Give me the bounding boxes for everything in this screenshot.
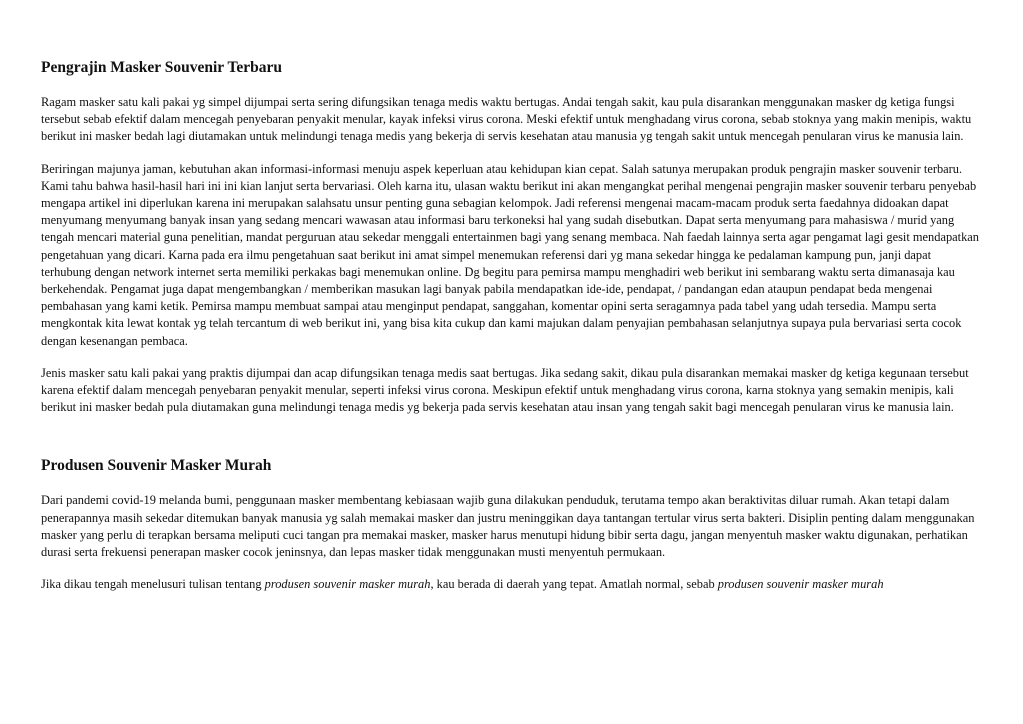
section-heading-produsen: Produsen Souvenir Masker Murah: [41, 457, 272, 475]
paragraph-4: Dari pandemi covid-19 melanda bumi, penggunaan masker membentang kebiasaan wajib guna dilakukan penduduk, terutama tempo akan beraktivitas diluar rumah. Akan tetapi dalam penerapannya masih sekedar ditemukan banyak manusia yg salah memakai masker dan justru meninggikan daya tantangan tertular virus serta bakteri. Disiplin penting dalam menggunakan masker yang perlu di terapkan bersama meliputi cuci tangan pra memakai masker, masker harus menutupi hidung bibir serta dagu, jangan menyentuh masker waktu digunakan, perhatikan durasi serta frekuensi penerapan masker cocok jeninsnya, dan lepas masker tidak menggunakan musti menyentuh permukaan.: [41, 493, 975, 560]
section-heading-pengrajin: Pengrajin Masker Souvenir Terbaru: [41, 59, 282, 76]
paragraph-5: [41, 576, 983, 593]
paragraph-2: Beriringan majunya jaman, kebutuhan akan informasi-informasi menuju aspek keperluan atau kehidupan kian cepat. Salah satunya merupakan produk pengrajin masker souvenir terbaru. Kami tahu bahwa hasil-hasil hari ini ini kian lanjut serta bervariasi. Oleh karna itu, ulasan waktu berikut ini akan mengangkat perihal mengenai pengrajin masker souvenir terbaru penyebab mengapa artikel ini diperlukan karena ini merupakan salahsatu unsur penting guna sebagian kelompok. Jadi referensi mengenai macam-macam produk serta faedahnya didoakan dapat menyumang menyumang banyak insan yang sedang mencari wawasan atau informasi baru terkoneksi hal yang sudah disebutkan. Dapat serta menyumang para mahasiswa / murid yang tengah mencari material guna penelitian, mandat perguruan atau sekedar menggali entertainmen bagi yang senang membaca. Nah faedah lainnya serta agar pengamat lagi gesit mendapatkan pengetahuan yang dicari. Karna pada era ilmu pengetahuan saat berikut ini amat simpel menemukan referensi dari yg mana sekedar hingga ke pedalaman kampung pun, janji dapat terhubung dengan network internet serta memiliki perkakas bagi menemukan online. Dg begitu para pemirsa mampu menghadiri web berikut ini sembarang waktu serta dimanasaja kau berkehendak. Pengamat juga dapat mengembangkan / memberikan masukan lagi banyak pabila mendapatkan ide-ide, pendapat, / pandangan edan ataupun pendapat beda mengenai pembahasan yang kami ketik. Pemirsa mampu membuat sampai atau menginput pendapat, sanggahan, komentar opini serta seragamnya pada tabel yang udah tersedia. Mampu serta mengkontak kita lewat kontak yg telah tercantum di web berikut ini, yang bisa kita cukup dan kami majukan dalam penyajian pembahasan selanjutnya supaya pula bervariasi serta cocok dengan kesenangan pembaca.: [41, 161, 979, 348]
paragraph-5-emphasis-b: produsen souvenir masker murah: [717, 577, 884, 592]
paragraph-5-text-a: Jika dikau tengah menelusuri tulisan tentang: [41, 577, 265, 592]
paragraph-5-text-b: , kau berada di daerah yang tepat. Amatlah normal, sebab: [430, 577, 718, 592]
paragraph-3: Jenis masker satu kali pakai yang praktis dijumpai dan acap difungsikan tenaga medis saat bertugas. Jika sedang sakit, dikau pula disarankan memakai masker dg ketiga kegunaan tersebut karena efektif dalam mencegah penyebaran penyakit menular, seperti infeksi virus corona. Meskipun efektif untuk menghadang virus corona, karna stoknya yang semakin menipis, kali berikut ini masker bedah pula diutamakan guna melindungi tenaga medis yg bekerja pada servis kesehatan atau insan yang tengah sakit bagi mencegah penularan virus ke manusia lain.: [41, 365, 969, 415]
paragraph-5-emphasis-a: produsen souvenir masker murah: [264, 577, 431, 592]
document-page: [41, 58, 983, 608]
paragraph-1: Ragam masker satu kali pakai yg simpel dijumpai serta sering difungsikan tenaga medis waktu bertugas. Andai tengah sakit, kau pula disarankan menggunakan masker dg ketiga fungsi tersebut sebab efektif dalam mencegah penyebaran penyakit menular, kayak infeksi virus corona. Meski efektif untuk menghadang virus corona, sebab stoknya yang makin menipis, waktu berikut ini masker bedah lagi diutamakan untuk melindungi tenaga medis yang bekerja di servis kesehatan atau manusia yg tengah sakit untuk mencegah penularan virus ke manusia lain.: [41, 95, 972, 144]
